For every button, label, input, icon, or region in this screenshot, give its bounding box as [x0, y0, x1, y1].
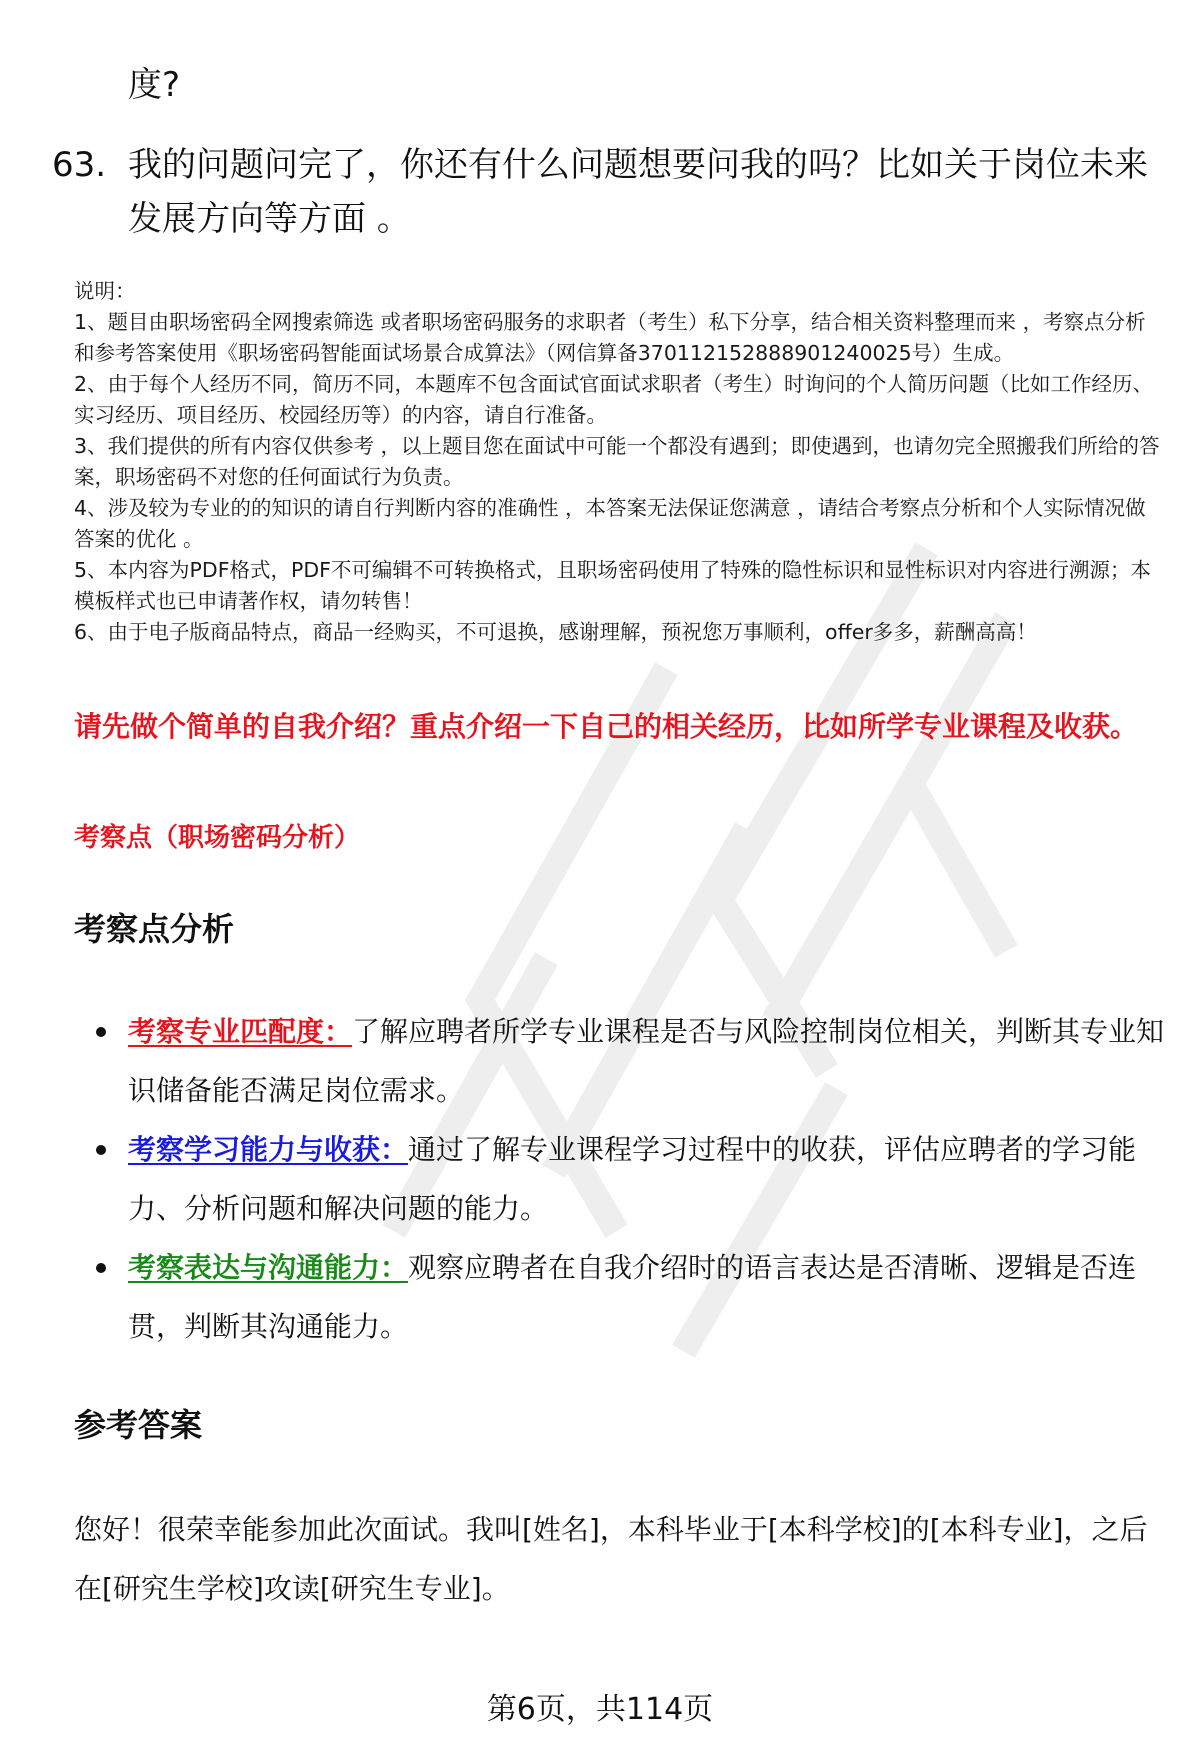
- current-question-heading: 请先做个简单的自我介绍？重点介绍一下自己的相关经历，比如所学专业课程及收获。: [74, 710, 1139, 743]
- analysis-text: 了解应聘者所学专业课程是否与风险控制岗位相关，判断其专业知识储备能否满足岗位需求。: [128, 1015, 1165, 1107]
- analysis-item: [96, 1002, 1166, 1120]
- notes-title: 说明：: [74, 279, 136, 303]
- bullet-icon: [96, 1145, 106, 1155]
- note-item: 1、题目由职场密码全网搜索筛选 或者职场密码服务的求职者（考生）私下分享，结合相关资料整理而来 ，考察点分析和参考答案使用《职场密码智能面试场景合成算法》（网信算备370112152888901240025号）生成。: [74, 310, 1146, 365]
- analysis-label: 考察表达与沟通能力：: [128, 1251, 409, 1284]
- answer-text: 您好！很荣幸能参加此次面试。我叫[姓名]，本科毕业于[本科学校]的[本科专业]，之后在[研究生学校]攻读[研究生专业]。: [74, 1513, 1148, 1605]
- answer-heading: 参考答案: [74, 1406, 203, 1444]
- note-item: 2、由于每个人经历不同，简历不同，本题库不包含面试官面试求职者（考生）时询问的个人简历问题（比如工作经历、实习经历、项目经历、校园经历等）的内容，请自行准备。: [74, 372, 1154, 427]
- analysis-text: 观察应聘者在自我介绍时的语言表达是否清晰、逻辑是否连贯，判断其沟通能力。: [128, 1251, 1137, 1343]
- note-item: 6、由于电子版商品特点，商品一经购买，不可退换，感谢理解，预祝您万事顺利，offer多多，薪酬高高！: [74, 620, 1037, 644]
- note-item: 4、涉及较为专业的的知识的请自行判断内容的准确性 ，本答案无法保证您满意 ，请结合考察点分析和个人实际情况做答案的优化 。: [74, 496, 1146, 551]
- bullet-icon: [96, 1027, 106, 1037]
- analysis-text: 通过了解专业课程学习过程中的收获，评估应聘者的学习能力、分析问题和解决问题的能力。: [128, 1133, 1137, 1225]
- page-indicator: 第6页，共114页: [486, 1692, 714, 1727]
- question-continuation: 度?: [128, 65, 181, 105]
- note-item: 3、我们提供的所有内容仅供参考 ，以上题目您在面试中可能一个都没有遇到；即使遇到，也请勿完全照搬我们所给的答案，职场密码不对您的任何面试行为负责。: [74, 434, 1160, 489]
- analysis-label: 考察学习能力与收获：: [128, 1133, 409, 1166]
- analysis-heading: 考察点分析: [74, 910, 235, 948]
- question-number: 63.: [52, 145, 107, 185]
- analysis-list: [96, 1002, 1166, 1356]
- question-63: [52, 138, 1152, 246]
- bullet-icon: [96, 1263, 106, 1273]
- exam-point-title: 考察点（职场密码分析）: [74, 823, 361, 853]
- analysis-label: 考察专业匹配度：: [128, 1015, 353, 1048]
- notes-section: [74, 276, 1164, 648]
- question-text: 我的问题问完了，你还有什么问题想要问我的吗？比如关于岗位未来发展方向等方面 。: [128, 145, 1148, 239]
- analysis-item: [96, 1120, 1166, 1238]
- analysis-item: [96, 1238, 1166, 1356]
- note-item: 5、本内容为PDF格式，PDF不可编辑不可转换格式，且职场密码使用了特殊的隐性标识和显性标识对内容进行溯源；本模板样式也已申请著作权，请勿转售！: [74, 558, 1151, 613]
